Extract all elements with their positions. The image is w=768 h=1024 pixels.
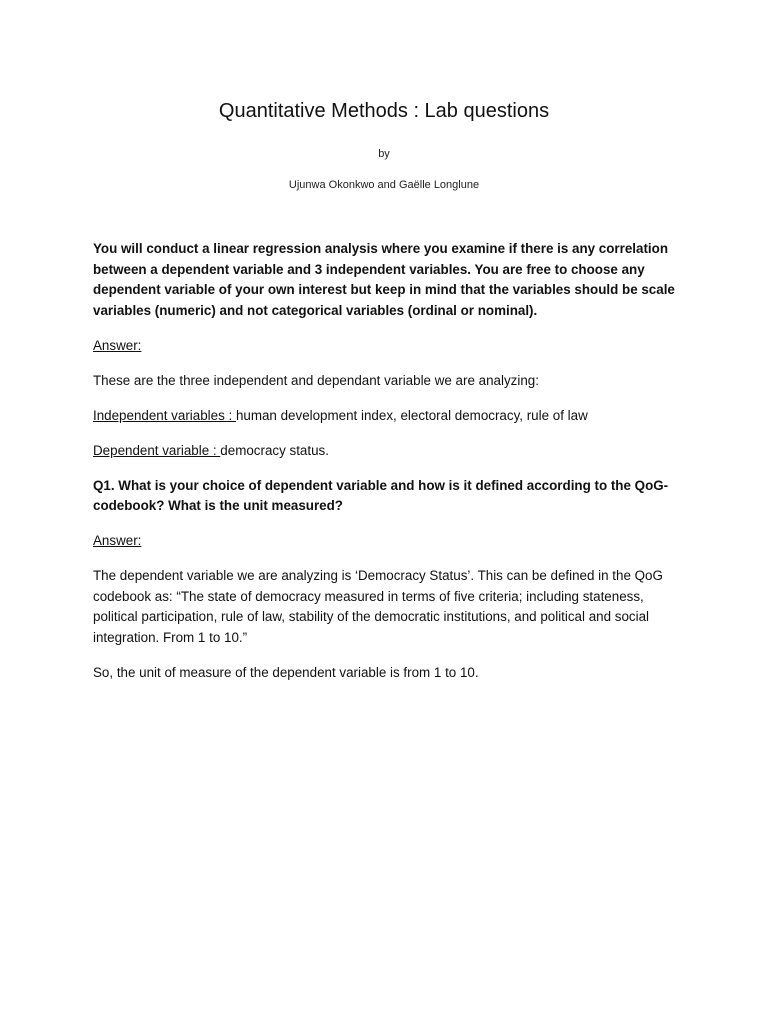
answer-intro: These are the three independent and dependant variable we are analyzing: bbox=[93, 372, 539, 388]
authors: Ujunwa Okonkwo and Gaëlle Longlune bbox=[288, 179, 480, 191]
question-1: Q1. What is your choice of dependent variable and how is it defined according to the QoG-codebook? What is the unit measured? bbox=[93, 477, 669, 513]
dependent-value: democracy status. bbox=[220, 442, 329, 458]
independent-value: human development index, electoral democracy, rule of law bbox=[235, 407, 588, 423]
answer-label-2: Answer: bbox=[93, 533, 142, 548]
conclusion: So, the unit of measure of the dependent variable is from 1 to 10. bbox=[93, 664, 479, 680]
answer-heading bbox=[93, 336, 678, 357]
answer-label: Answer: bbox=[93, 337, 142, 353]
intro-paragraph: You will conduct a linear regression analysis where you examine if there is any correlation between a dependent variable and 3 independent variables. You are free to choose any dependent variable of your own interest but keep in mind that the variables should be scale variables (numeric) and not categorical variables (ordinal or nominal). bbox=[93, 241, 675, 318]
independent-variables bbox=[93, 406, 678, 427]
byline: by bbox=[378, 148, 390, 160]
document-body bbox=[93, 239, 678, 698]
dependent-variable bbox=[93, 441, 678, 462]
answer-heading-2 bbox=[93, 531, 678, 552]
dependent-label: Dependent variable : bbox=[93, 442, 221, 458]
document-title: Quantitative Methods : Lab questions bbox=[218, 100, 550, 122]
independent-label: Independent variables : bbox=[93, 407, 236, 423]
answer-q1: The dependent variable we are analyzing is ‘Democracy Status’. This can be defined in the QoG codebook as: “The state of democracy measured in terms of five criteria; including stateness, political participation, rule of law, stability of the democratic institutions, and political and social integration. From 1 to 10.” bbox=[93, 568, 663, 645]
